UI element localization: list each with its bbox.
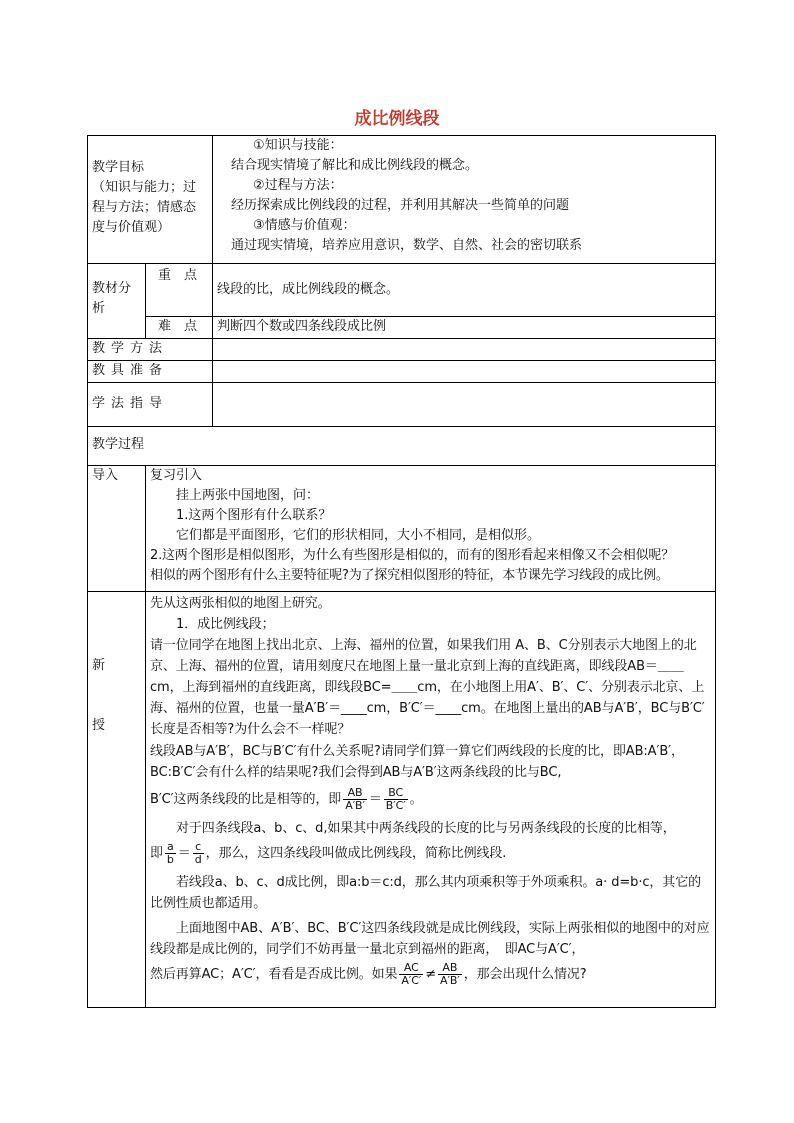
page-title: 成比例线段 <box>354 109 440 129</box>
study-label: 学法指导 <box>88 383 213 426</box>
objective-text-3: 通过现实情境，培养应用意识，数学、自然、社会的密切联系 <box>231 238 583 253</box>
process-row <box>88 426 715 465</box>
objective-text-2: 经历探索成比例线段的过程，并利用其解决一些简单的问题 <box>231 198 570 213</box>
process-label: 教学过程 <box>92 437 145 452</box>
objective-heading-1: ①知识与技能： <box>253 138 343 153</box>
method-row <box>88 338 715 360</box>
study-row <box>88 382 715 426</box>
objectives-label: 教学目标 （知识与能力；过 程与方法；情感态 度与价值观） <box>88 136 213 263</box>
tools-content <box>213 361 715 382</box>
new-lesson-row <box>88 591 715 1007</box>
fraction-a-over-b: $\frac{a}{b}$ <box>166 840 174 866</box>
objectives-row <box>88 136 715 263</box>
key-point-text: 线段的比，成比例线段的概念。 <box>217 282 400 297</box>
fraction-ab-over-a1b1: $\frac{AB}{A'B'}$ <box>345 786 365 812</box>
proportion-line-2: 即 $\frac{a}{b}$ ＝ $\frac{c}{d}$ ，那么，这四条线段叫做成比例线段，简称比例线段. <box>150 840 507 866</box>
new-lesson-label: 新 授 <box>88 592 146 1007</box>
difficulty-label: 难 点 <box>146 317 213 338</box>
objectives-content <box>213 136 715 263</box>
tools-row <box>88 360 715 382</box>
objective-heading-3: ③情感与价值观： <box>253 218 356 233</box>
objective-text-1: 结合现实情境了解比和成比例线段的概念。 <box>231 158 479 173</box>
proportion-line-3: 然后再算AC；A′C′，看看是否成比例。如果 $\frac{AC}{A'C'}$ ≠ $\frac{AB}{A'B'}$ ，那会出现什么情况? <box>150 961 587 987</box>
material-label: 教材分 析 <box>88 264 146 338</box>
lesson-plan-table <box>87 135 716 1008</box>
tools-label: 教具准备 <box>88 361 213 382</box>
intro-row <box>88 465 715 591</box>
method-content <box>213 339 715 360</box>
fraction-c-over-d: $\frac{c}{d}$ <box>194 840 202 866</box>
key-point-label: 重 点 <box>146 264 213 316</box>
intro-content: 复习引入 挂上两张中国地图，问： 1.这两个图形有什么联系？ 它们都是平面图形，它们的形状相同，大小不相同，是相似形。 2.这两个图形是相似图形，为什么有些图形是相似的，而有的图形看起来相像又不会相似呢？ 相似的两个图形有什么主要特征呢?为了探究相似图形的特征，本节课先学习线段的成比例。 <box>150 468 675 583</box>
material-row <box>88 263 715 338</box>
fraction-ab-over-a1b1-2: $\frac{AB}{A'B'}$ <box>440 961 460 987</box>
fraction-bc-over-b1c1: $\frac{BC}{B'C'}$ <box>385 786 406 812</box>
study-content <box>213 383 715 426</box>
new-lesson-content: 先从这两张相似的地图上研究。 1．成比例线段； 请一位同学在地图上找出北京、上海、福州的位置，如果我们用 A、B、C分别表示大地图上的北京、上海、福州的位置，请用刻度尺在地图上量一量北京到上海的直线距离，即线段AB＝＿＿cm，上海到福州的直线距离，即线段BC=＿＿cm，在小地图上用A′、B′、C′、分别表示北京、上海、福州的位置，也量一量A′B′＝____cm，B′C′＝____cm。在地图上量出的AB与A′B′，BC与B′C′长度是否相等?为什么会不一样呢？ 线段AB与A′B′，BC与B′C′有什么关系呢?请同学们算一算它们两线段的长度的比，即AB:A′B′，BC:B′C′会有什么样的结果呢?我们会得到AB与A′B′这两条线段的比与BC, B′C′这两条线段的比是相等的，即 $\frac{AB}{A'B'}$ ＝ $\frac{BC}{B'C'}$ 。 对于四条线段a、b、c、d,如果其中两条线段的长度的比与另两条线段的长度的比相等， 即 $\frac{a}{b}$ ＝ $\frac{c}{d}$ ，那么，这四条线段叫做成比例线段，简称比例线段. 若线段a、b、c、d成比例，即a:b＝c:d，那么其内项乘积等于外项乘积。a· d=b·c，其它的比例性质也都适用。 上面地图中AB、A′B′、BC、B′C′这四条线段就是成比例线段，实际上两张相似的地图中的对应线段都是成比例的，同学们不妨再量一量北京到福州的距离， 即AC与A′C′， 然后再算AC；A′C′，看看是否成比例。如果 $\frac{AC}{A'C'}$ ≠ $\frac{AB}{A'B'}$ ，那会出现什么情况? <box>150 596 710 987</box>
fraction-ac-over-a1c1: $\frac{AC}{A'C'}$ <box>401 961 422 987</box>
difficulty-text: 判断四个数或四条线段成比例 <box>217 319 387 335</box>
intro-label: 导入 <box>88 466 146 591</box>
objective-heading-2: ②过程与方法： <box>253 178 343 193</box>
proportion-line-1: B′C′这两条线段的比是相等的，即 $\frac{AB}{A'B'}$ ＝ $\frac{BC}{B'C'}$ 。 <box>150 786 423 812</box>
method-label: 教学方法 <box>88 339 213 360</box>
